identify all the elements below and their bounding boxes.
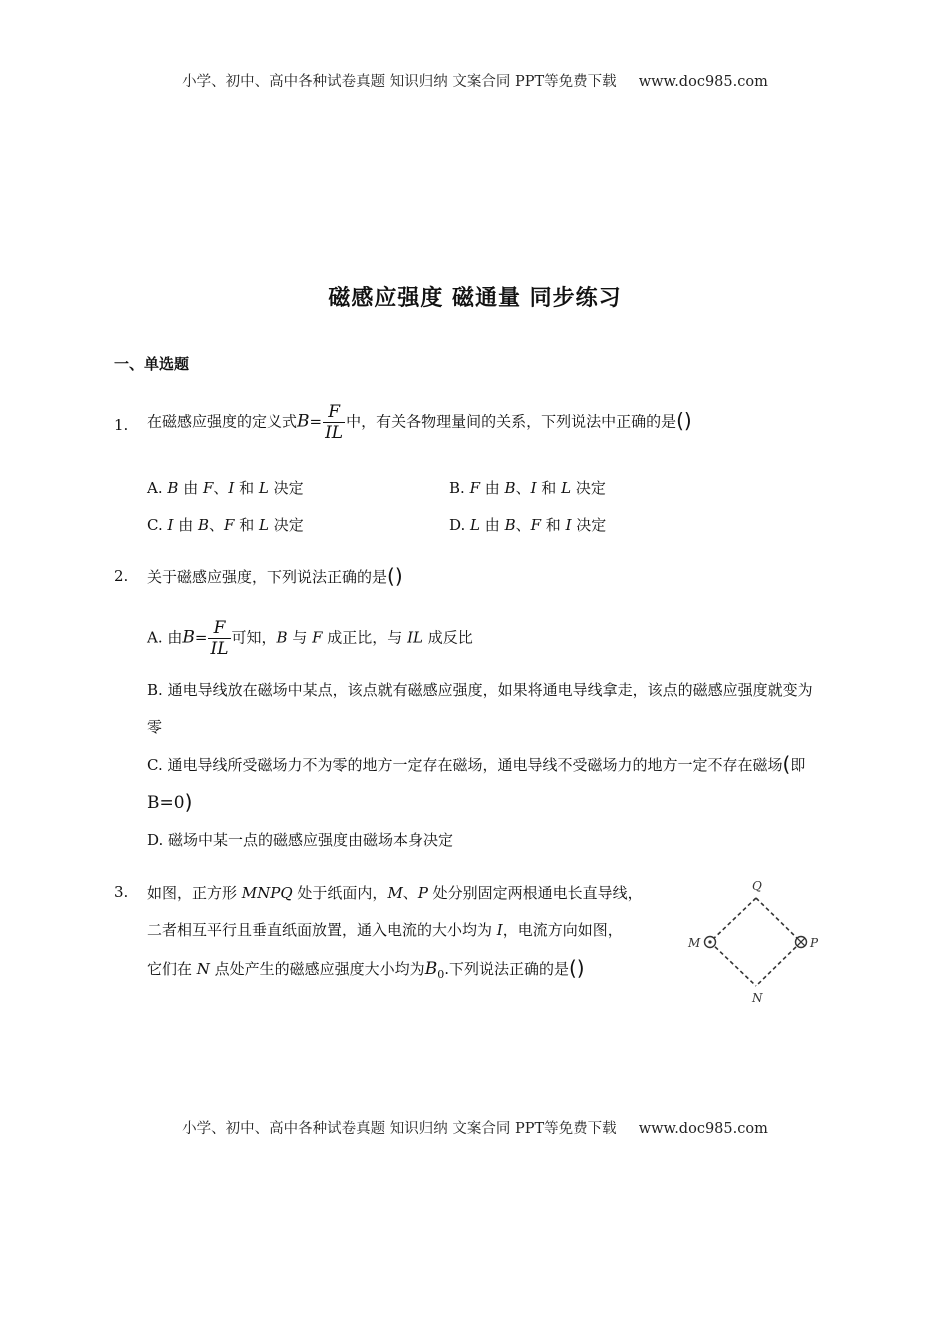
option-text: 磁场中某一点的磁感应强度由磁场本身决定: [168, 831, 454, 849]
wire-m-current-out-icon: [705, 937, 716, 948]
paren: (: [782, 752, 791, 776]
option-text: 决定: [268, 479, 304, 497]
q2-option-a[interactable]: [147, 618, 473, 659]
math-var: M: [387, 884, 403, 902]
option-text: 与: [287, 628, 313, 647]
q3-stem-line-3: [147, 956, 585, 981]
math-var: B: [197, 516, 210, 534]
footer-text: 小学、初中、高中各种试卷真题 知识归纳 文案合同 PPT等免费下载: [182, 1121, 617, 1137]
question-number: 1.: [114, 416, 129, 434]
stem-text: 二者相互平行且垂直纸面放置，通入电流的大小均为: [147, 921, 497, 939]
stem-text: .下列说法正确的是: [444, 960, 569, 978]
q2-option-c[interactable]: [147, 746, 827, 822]
option-text: 、: [515, 516, 531, 534]
q1-option-a[interactable]: [147, 478, 304, 498]
option-text: 和: [234, 479, 259, 497]
edge-mn: [710, 942, 756, 986]
math-var: B: [167, 479, 179, 497]
math-var: B: [297, 411, 310, 432]
option-text: 、: [209, 516, 225, 534]
math-var: F: [530, 516, 542, 534]
option-label: B.: [147, 681, 163, 699]
math-var: B: [504, 516, 516, 534]
option-text: 决定: [571, 516, 607, 534]
header-url[interactable]: www.doc985.com: [638, 74, 768, 90]
math-var: L: [258, 479, 269, 497]
question-number: 2.: [114, 567, 129, 585]
fraction-denominator: IL: [210, 639, 229, 659]
math-var: P: [417, 884, 428, 902]
option-text: 、: [515, 479, 531, 497]
math-var: F: [224, 516, 235, 534]
page-footer: [0, 1117, 950, 1138]
q2-option-b[interactable]: [147, 672, 827, 746]
math-var: B: [182, 627, 195, 648]
stem-text: 如图，正方形: [147, 884, 242, 902]
square-mnpq-figure: [680, 878, 830, 1008]
option-text: 由: [480, 516, 505, 534]
q1-option-b[interactable]: [449, 478, 606, 498]
page-title: 磁感应强度 磁通量 同步练习: [328, 286, 622, 311]
math-var: I: [530, 479, 537, 497]
option-text: 和: [536, 479, 562, 497]
math-var: F: [469, 479, 480, 497]
header-text: 小学、初中、高中各种试卷真题 知识归纳 文案合同 PPT等免费下载: [182, 74, 617, 90]
stem-text: 关于磁感应强度，下列说法正确的是: [147, 568, 388, 586]
q2-option-d[interactable]: [147, 830, 453, 850]
answer-paren: (): [387, 564, 403, 588]
question-stem: [147, 566, 403, 587]
option-text: 通电导线放在磁场中某点，该点就有磁感应强度，如果将通电导线拿走，该点的磁感应强度就变为零: [147, 681, 813, 736]
page-header: [0, 70, 950, 91]
option-text: 成反比: [422, 628, 473, 647]
q3-stem-line-2: [147, 919, 623, 940]
stem-text: 它们在: [147, 960, 197, 978]
math-var: F: [312, 628, 323, 647]
fraction: [323, 402, 345, 443]
math-var: I: [167, 516, 174, 534]
option-text: 、: [213, 479, 229, 497]
option-text: 和: [234, 516, 259, 534]
option-text: 由: [173, 516, 198, 534]
option-label: D.: [147, 831, 164, 849]
question-stem: [147, 402, 692, 443]
stem-text: 、: [402, 884, 418, 902]
fraction-numerator: F: [328, 402, 340, 422]
math-var: L: [470, 516, 481, 534]
math-subscript: 0: [437, 968, 445, 981]
math-var: L: [259, 516, 269, 534]
option-text: 可知，: [231, 628, 277, 647]
edge-pn: [756, 942, 801, 986]
math-var: L: [561, 479, 572, 497]
math-var: N: [196, 960, 210, 978]
option-label: D.: [449, 516, 466, 534]
math-eq: =: [309, 412, 323, 431]
option-label: C.: [147, 756, 163, 774]
math-var: B: [424, 959, 438, 979]
option-label: C.: [147, 516, 163, 534]
math-var: IL: [407, 628, 423, 647]
stem-text: 处于纸面内，: [292, 884, 388, 902]
math-expr: B=0: [147, 793, 185, 813]
math-var: I: [565, 516, 572, 534]
label-q: Q: [752, 879, 762, 893]
answer-paren: (): [676, 408, 692, 433]
label-m: M: [688, 936, 701, 950]
stem-text: 在磁感应强度的定义式: [147, 412, 298, 431]
stem-text: 中，有关各物理量间的关系，下列说法中正确的是: [346, 412, 677, 431]
option-text: 决定: [268, 516, 304, 534]
option-text: 和: [541, 516, 566, 534]
label-n: N: [752, 991, 763, 1005]
fraction: [208, 618, 230, 659]
q1-option-c[interactable]: [147, 515, 304, 535]
option-label: A.: [147, 628, 163, 647]
option-text: 由: [178, 479, 203, 497]
option-text: 由: [480, 479, 505, 497]
math-var: F: [202, 479, 214, 497]
paren: ): [184, 790, 193, 814]
option-text: 成正比，与: [322, 628, 408, 647]
section-heading: 一、单选题: [114, 355, 190, 373]
math-var: B: [504, 479, 516, 497]
option-text: 即: [790, 756, 806, 774]
fraction-numerator: F: [213, 618, 226, 638]
q3-stem-line-1: [147, 882, 643, 903]
footer-url[interactable]: www.doc985.com: [638, 1121, 768, 1137]
math-eq: =: [194, 628, 208, 647]
math-var: MNPQ: [241, 884, 293, 902]
question-number: 3.: [114, 883, 129, 901]
option-text: 由: [167, 628, 183, 647]
option-label: B.: [449, 479, 465, 497]
q1-option-d[interactable]: [449, 515, 606, 535]
math-var: B: [276, 628, 288, 647]
stem-text: 点处产生的磁感应强度大小均为: [209, 960, 425, 978]
edge-qp: [756, 898, 801, 942]
edge-qm: [710, 898, 756, 942]
stem-text: 处分别固定两根通电长直导线，: [427, 884, 643, 902]
option-text: 通电导线所受磁场力不为零的地方一定存在磁场，通电导线不受磁场力的地方一定不存在磁场: [167, 756, 783, 774]
answer-paren: (): [568, 956, 585, 980]
math-var: I: [496, 921, 503, 939]
option-text: 决定: [571, 479, 606, 497]
wire-p-current-in-icon: [796, 937, 807, 948]
option-label: A.: [147, 479, 163, 497]
label-p: P: [810, 936, 819, 950]
math-var: I: [228, 479, 235, 497]
fraction-denominator: IL: [325, 423, 344, 443]
stem-text: ，电流方向如图，: [502, 921, 623, 939]
